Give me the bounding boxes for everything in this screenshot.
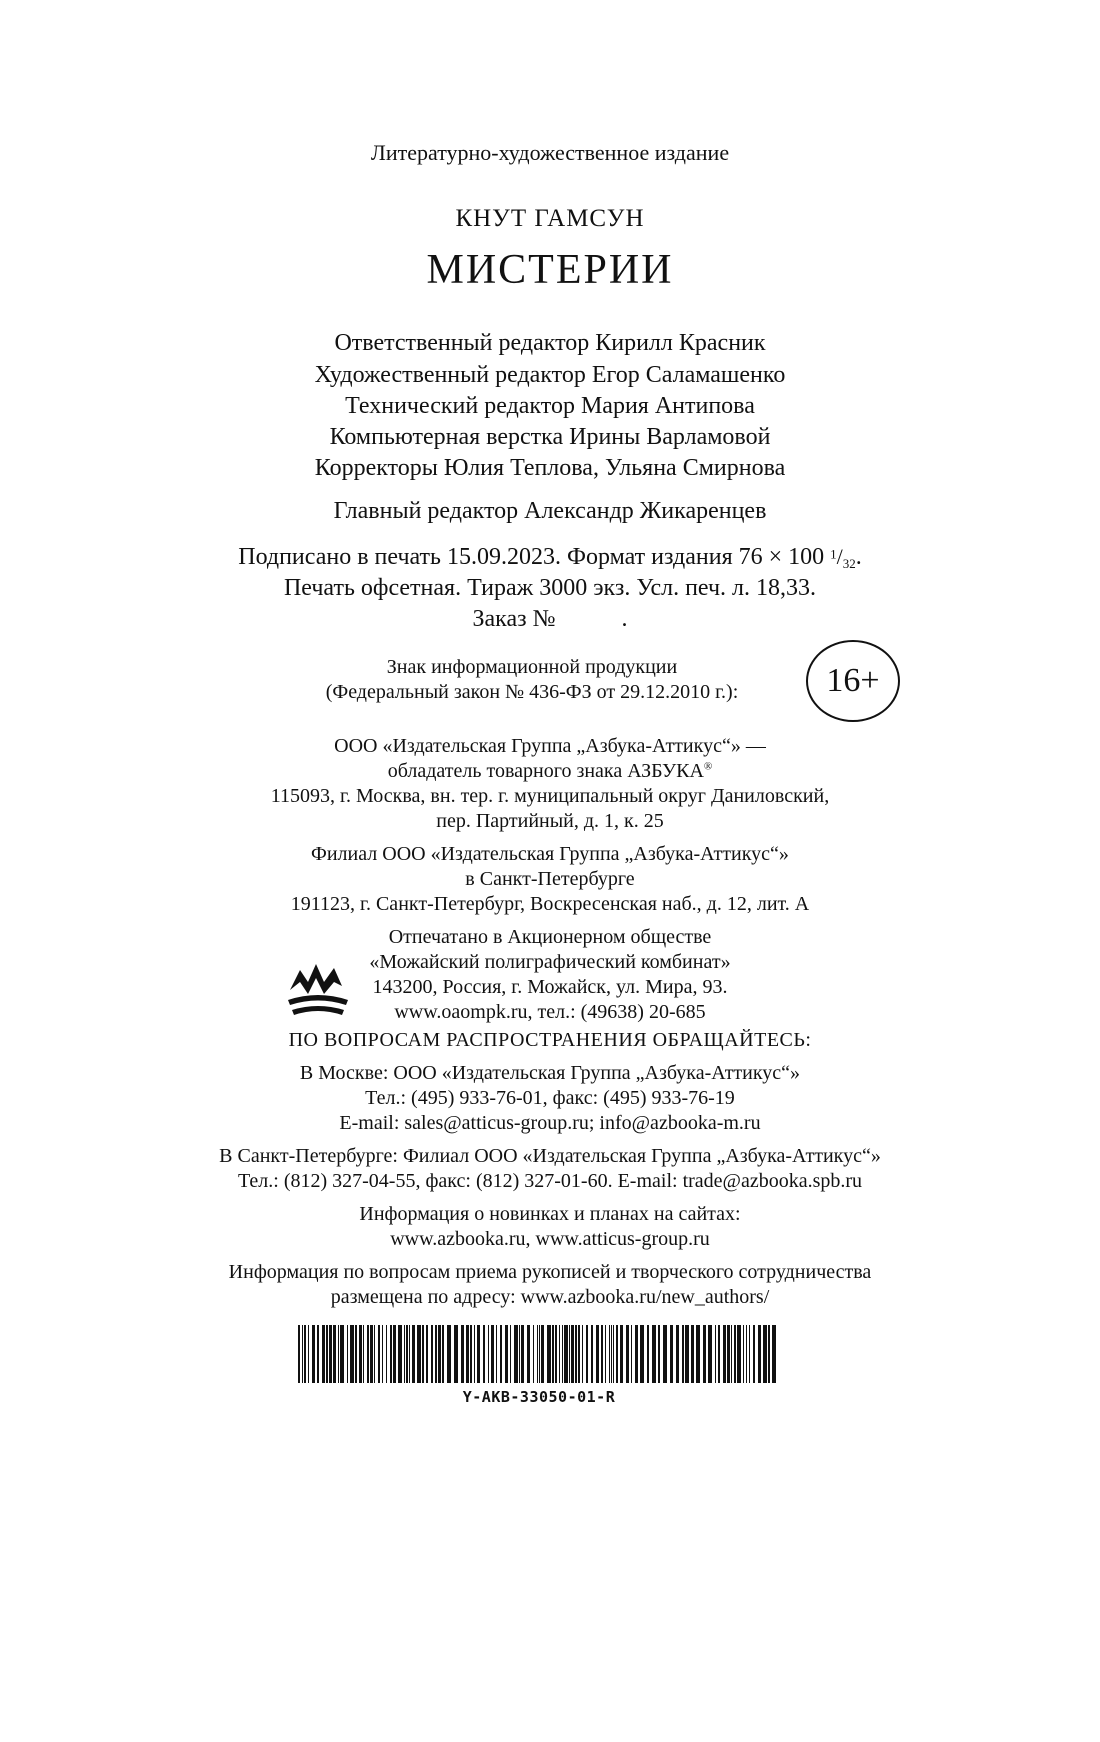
barcode-bar [363, 1325, 364, 1383]
barcode-bar [734, 1325, 736, 1383]
barcode-bar [338, 1325, 339, 1383]
credit-line: Корректоры Юлия Теплова, Ульяна Смирнова [314, 455, 786, 481]
chief-editor: Главный редактор Александр Жикаренцев [333, 498, 767, 524]
barcode-bar [521, 1325, 524, 1383]
barcode-bar [510, 1325, 511, 1383]
barcode-bar [317, 1325, 319, 1383]
barcode-bar [333, 1325, 336, 1383]
barcode-bar [483, 1325, 485, 1383]
barcode-bar [541, 1325, 544, 1383]
barcode-bar [746, 1325, 747, 1383]
barcode-bar [616, 1325, 618, 1383]
barcode-bar [758, 1325, 761, 1383]
barcode-bar [496, 1325, 497, 1383]
barcode-bar [564, 1325, 568, 1383]
barcode-bar [609, 1325, 610, 1383]
barcode-bar [575, 1325, 577, 1383]
barcode-bar [631, 1325, 632, 1383]
barcode-bar [500, 1325, 502, 1383]
barcode-bar [640, 1325, 644, 1383]
barcode-bar [753, 1325, 755, 1383]
barcode-bar [322, 1325, 325, 1383]
barcode-bar [559, 1325, 560, 1383]
age-label-line1: Знак информационной продукции [386, 656, 678, 678]
barcode-bar [586, 1325, 588, 1383]
barcode-bar [731, 1325, 732, 1383]
branch-line: в Санкт-Петербурге [465, 868, 635, 890]
barcode-bar [302, 1325, 303, 1383]
barcode-bar [547, 1325, 551, 1383]
barcode-bar [435, 1325, 437, 1383]
age-rating-badge: 16+ [806, 640, 900, 722]
barcode-bar [676, 1325, 679, 1383]
barcode-bar [304, 1325, 306, 1383]
barcode-bar [370, 1325, 373, 1383]
barcode-bar [382, 1325, 383, 1383]
barcode-bar [404, 1325, 405, 1383]
barcode-bar [527, 1325, 530, 1383]
barcode-bar [652, 1325, 656, 1383]
publisher-address: пер. Партийный, д. 1, к. 25 [436, 810, 664, 832]
barcode-bar [474, 1325, 475, 1383]
barcode-bar [555, 1325, 557, 1383]
barcode-bar [442, 1325, 444, 1383]
barcode-bar [374, 1325, 375, 1383]
barcode-bar [347, 1325, 348, 1383]
barcode-bar [298, 1325, 300, 1383]
barcode-bar [620, 1325, 623, 1383]
barcode-bar [488, 1325, 489, 1383]
format-numerator: 1 [830, 546, 837, 562]
news-info: Информация о новинках и планах на сайтах: [359, 1203, 741, 1225]
distribution-heading: ПО ВОПРОСАМ РАСПРОСТРАНЕНИЯ ОБРАЩАЙТЕСЬ: [288, 1029, 812, 1051]
barcode-bar [539, 1325, 540, 1383]
barcode-bar [613, 1325, 614, 1383]
barcode-bar [308, 1325, 309, 1383]
age-label-line2: (Федеральный закон № 436-ФЗ от 29.12.2010 г.): [325, 681, 739, 703]
barcode-bar [390, 1325, 392, 1383]
barcode-bar [691, 1325, 694, 1383]
format-slash: / [836, 544, 843, 569]
moscow-phone: Тел.: (495) 933-76-01, факс: (495) 933-76-19 [365, 1087, 735, 1109]
printer-line: «Можайский полиграфический комбинат» [369, 951, 731, 973]
barcode-bar [312, 1325, 315, 1383]
barcode-bar [426, 1325, 428, 1383]
news-sites: www.azbooka.ru, www.atticus-group.ru [390, 1228, 710, 1250]
format-fraction [830, 544, 856, 571]
barcode-bar [466, 1325, 469, 1383]
order-end: . [621, 606, 628, 632]
barcode-bar [582, 1325, 583, 1383]
barcode-bar [601, 1325, 603, 1383]
barcode-bar [398, 1325, 402, 1383]
barcode-bar [737, 1325, 741, 1383]
barcode-bar [393, 1325, 396, 1383]
moscow-contact: В Москве: ООО «Издательская Группа „Азбука-Аттикус“» [299, 1062, 801, 1084]
barcode-icon [298, 1325, 780, 1383]
barcode-bar [350, 1325, 354, 1383]
barcode-bar [552, 1325, 554, 1383]
book-title: МИСТЕРИИ [426, 247, 674, 293]
barcode-bar [505, 1325, 508, 1383]
barcode-bar [708, 1325, 712, 1383]
printer-line: Отпечатано в Акционерном обществе [388, 926, 712, 948]
barcode-bar [367, 1325, 369, 1383]
barcode-bar [562, 1325, 563, 1383]
barcode-bar [596, 1325, 599, 1383]
barcode-bar [715, 1325, 716, 1383]
barcode-bar [431, 1325, 433, 1383]
book-author: КНУТ ГАМСУН [455, 205, 645, 232]
barcode-bar [406, 1325, 408, 1383]
barcode-bar [329, 1325, 332, 1383]
publisher-trademark [0, 760, 1100, 783]
barcode-bar [569, 1325, 570, 1383]
barcode-bar [412, 1325, 415, 1383]
barcode-bar [658, 1325, 660, 1383]
barcode-bar [696, 1325, 700, 1383]
manuscripts-info: Информация по вопросам приема рукописей и творческого сотрудничества [228, 1261, 872, 1283]
barcode-bar [727, 1325, 730, 1383]
publisher-address: 115093, г. Москва, вн. тер. г. муниципальный округ Даниловский, [270, 785, 830, 807]
barcode-bar [359, 1325, 362, 1383]
barcode-bar [378, 1325, 380, 1383]
manuscripts-url: размещена по адресу: www.azbooka.ru/new_authors/ [330, 1286, 770, 1308]
printer-contacts: www.oaompk.ru, тел.: (49638) 20-685 [394, 1001, 706, 1023]
barcode-bar [447, 1325, 451, 1383]
credit-line: Ответственный редактор Кирилл Красник [334, 330, 766, 356]
barcode-bar [477, 1325, 480, 1383]
credit-line: Компьютерная верстка Ирины Варламовой [329, 424, 771, 450]
registered-mark: ® [703, 760, 713, 773]
barcode-bar [340, 1325, 344, 1383]
barcode-bar [635, 1325, 638, 1383]
barcode-bar [611, 1325, 612, 1383]
spb-contact: В Санкт-Петербурге: Филиал ООО «Издательская Группа „Азбука-Аттикус“» [219, 1145, 881, 1167]
barcode-bar [519, 1325, 520, 1383]
barcode-bar [355, 1325, 357, 1383]
barcode-bar [772, 1325, 776, 1383]
barcode-bar [743, 1325, 744, 1383]
barcode-bar [454, 1325, 458, 1383]
barcode-bar [626, 1325, 629, 1383]
barcode-bar [491, 1325, 494, 1383]
branch-address: 191123, г. Санкт-Петербург, Воскресенская наб., д. 12, лит. А [290, 893, 810, 915]
printer-address: 143200, Россия, г. Можайск, ул. Мира, 93. [372, 976, 728, 998]
order-line [0, 606, 1100, 633]
edition-type: Литературно-художественное издание [370, 140, 730, 165]
barcode-bar [470, 1325, 472, 1383]
moscow-email: E-mail: sales@atticus-group.ru; info@azbooka-m.ru [339, 1112, 761, 1134]
barcode-bar [718, 1325, 720, 1383]
imprint-line-2: Печать офсетная. Тираж 3000 экз. Усл. печ. л. 18,33. [283, 575, 817, 601]
barcode-bar [647, 1325, 649, 1383]
publisher-line: ООО «Издательская Группа „Азбука-Аттикус“» — [334, 735, 766, 757]
barcode-bar [685, 1325, 689, 1383]
publisher-trademark-text: обладатель товарного знака АЗБУКА [387, 760, 704, 782]
barcode-bar [438, 1325, 441, 1383]
barcode-bar [461, 1325, 464, 1383]
barcode-bar [533, 1325, 534, 1383]
barcode-bar [749, 1325, 750, 1383]
barcode-bar [763, 1325, 767, 1383]
barcode-bar [703, 1325, 706, 1383]
barcode-bar [417, 1325, 421, 1383]
barcode-bar [571, 1325, 574, 1383]
barcode-number: Y-AKB-33050-01-R [462, 1388, 616, 1406]
branch-line: Филиал ООО «Издательская Группа „Азбука-Аттикус“» [311, 843, 789, 865]
imprint-line-1 [0, 544, 1100, 572]
credit-line: Художественный редактор Егор Саламашенко [314, 362, 786, 388]
order-label: Заказ № [472, 606, 556, 632]
barcode-bar [768, 1325, 770, 1383]
format-denominator: 32 [842, 555, 856, 571]
barcode-bar [578, 1325, 580, 1383]
barcode-bar [663, 1325, 667, 1383]
barcode-bar [326, 1325, 328, 1383]
barcode-bar [723, 1325, 726, 1383]
barcode-bar [537, 1325, 538, 1383]
crown-logo-icon [286, 960, 350, 1022]
barcode-bar [422, 1325, 424, 1383]
barcode-bar [682, 1325, 684, 1383]
barcode-bar [409, 1325, 410, 1383]
barcode-bar [386, 1325, 387, 1383]
barcode-bar [605, 1325, 606, 1383]
credit-line: Технический редактор Мария Антипова [345, 393, 755, 419]
barcode-bar [591, 1325, 593, 1383]
barcode-bar [670, 1325, 673, 1383]
spb-phone-email: Тел.: (812) 327-04-55, факс: (812) 327-01-60. E-mail: trade@azbooka.spb.ru [237, 1170, 863, 1192]
barcode-bar [514, 1325, 518, 1383]
imprint-line1-end: . [855, 544, 862, 570]
imprint-text: Подписано в печать 15.09.2023. Формат издания 76 × 100 [238, 544, 831, 570]
